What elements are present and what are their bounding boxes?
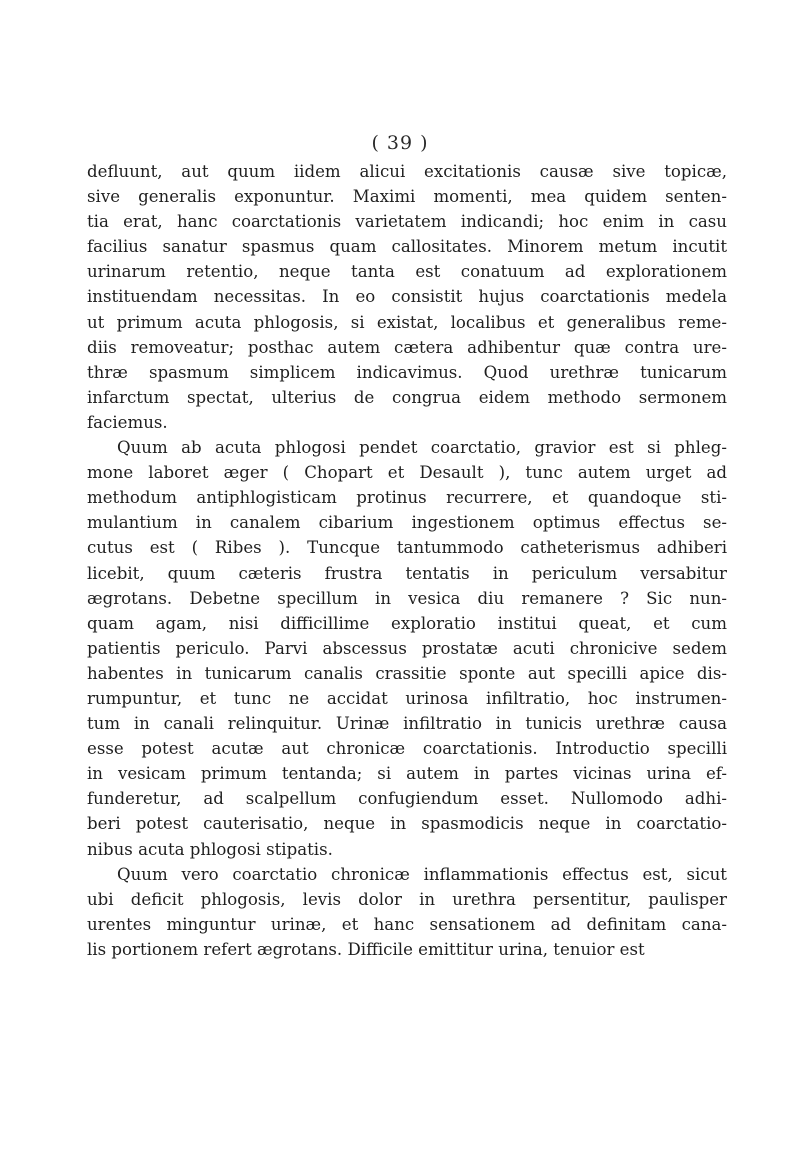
text-line: mone laboret æger ( Chopart et Desault ), tunc autem urget ad xyxy=(87,463,728,483)
text-line: thræ spasmum simplicem indicavimus. Quod urethræ tunicarum xyxy=(87,362,727,382)
text-line: nibus acuta phlogosi stipatis. xyxy=(87,839,333,859)
text-line: tia erat, hanc coarctationis varietatem indicandi; hoc enim in casu xyxy=(87,212,727,232)
text-line: ægrotans. Debetne specillum in vesica diu remanere ? Sic nun- xyxy=(87,588,727,608)
text-line: methodum antiphlogisticam protinus recurrere, et quandoque sti- xyxy=(87,488,728,508)
text-line: faciemus. xyxy=(87,412,168,432)
text-line: patientis periculo. Parvi abscessus prostatæ acuti chronicive sedem xyxy=(87,638,727,658)
text-line: quam agam, nisi difficillime exploratio institui queat, et cum xyxy=(87,613,727,633)
text-line: ubi deficit phlogosis, levis dolor in urethra persentitur, paulisper xyxy=(87,889,727,909)
text-line: diis removeatur; posthac autem cætera adhibentur quæ contra ure- xyxy=(87,337,727,357)
text-line: mulantium in canalem cibarium ingestionem optimus effectus se- xyxy=(87,513,727,533)
text-line: funderetur, ad scalpellum confugiendum esset. Nullomodo adhi- xyxy=(87,789,727,809)
text-line: sive generalis exponuntur. Maximi momenti, mea quidem senten- xyxy=(87,187,727,207)
text-line: habentes in tunicarum canalis crassitie sponte aut specilli apice dis- xyxy=(87,663,727,683)
text-line: in vesicam primum tentanda; si autem in partes vicinas urina ef- xyxy=(87,764,727,784)
text-line: urinarum retentio, neque tanta est conatuum ad explorationem xyxy=(87,262,728,282)
text-line: instituendam necessitas. In eo consistit hujus coarctationis medela xyxy=(87,287,728,307)
text-line: urentes minguntur urinæ, et hanc sensationem ad definitam cana- xyxy=(87,914,728,934)
text-line: cutus est ( Ribes ). Tuncque tantummodo catheterismus adhiberi xyxy=(87,538,728,558)
text-line: esse potest acutæ aut chronicæ coarctationis. Introductio specilli xyxy=(87,739,728,759)
text-line: Quum vero coarctatio chronicæ inflammationis effectus est, sicut xyxy=(117,864,727,884)
text-line: Quum ab acuta phlogosi pendet coarctatio, gravior est si phleg- xyxy=(117,438,727,458)
text-line: tum in canali relinquitur. Urinæ infiltratio in tunicis urethræ causa xyxy=(87,714,727,734)
text-line: infarctum spectat, ulterius de congrua eidem methodo sermonem xyxy=(87,387,727,407)
body-text xyxy=(87,159,800,962)
text-line: licebit, quum cæteris frustra tentatis in periculum versabitur xyxy=(87,563,727,583)
text-line: facilius sanatur spasmus quam callositates. Minorem metum incutit xyxy=(87,237,727,257)
page-number: ( 39 ) xyxy=(371,132,429,154)
text-line: lis portionem refert ægrotans. Difficile emittitur urina, tenuior est xyxy=(87,939,645,959)
text-line: ut primum acuta phlogosis, si existat, localibus et generalibus reme- xyxy=(87,312,727,332)
text-line: defluunt, aut quum iidem alicui excitationis causæ sive topicæ, xyxy=(87,162,728,181)
text-line: beri potest cauterisatio, neque in spasmodicis neque in coarctatio- xyxy=(87,814,728,834)
text-line: rumpuntur, et tunc ne accidat urinosa infiltratio, hoc instrumen- xyxy=(87,688,727,708)
